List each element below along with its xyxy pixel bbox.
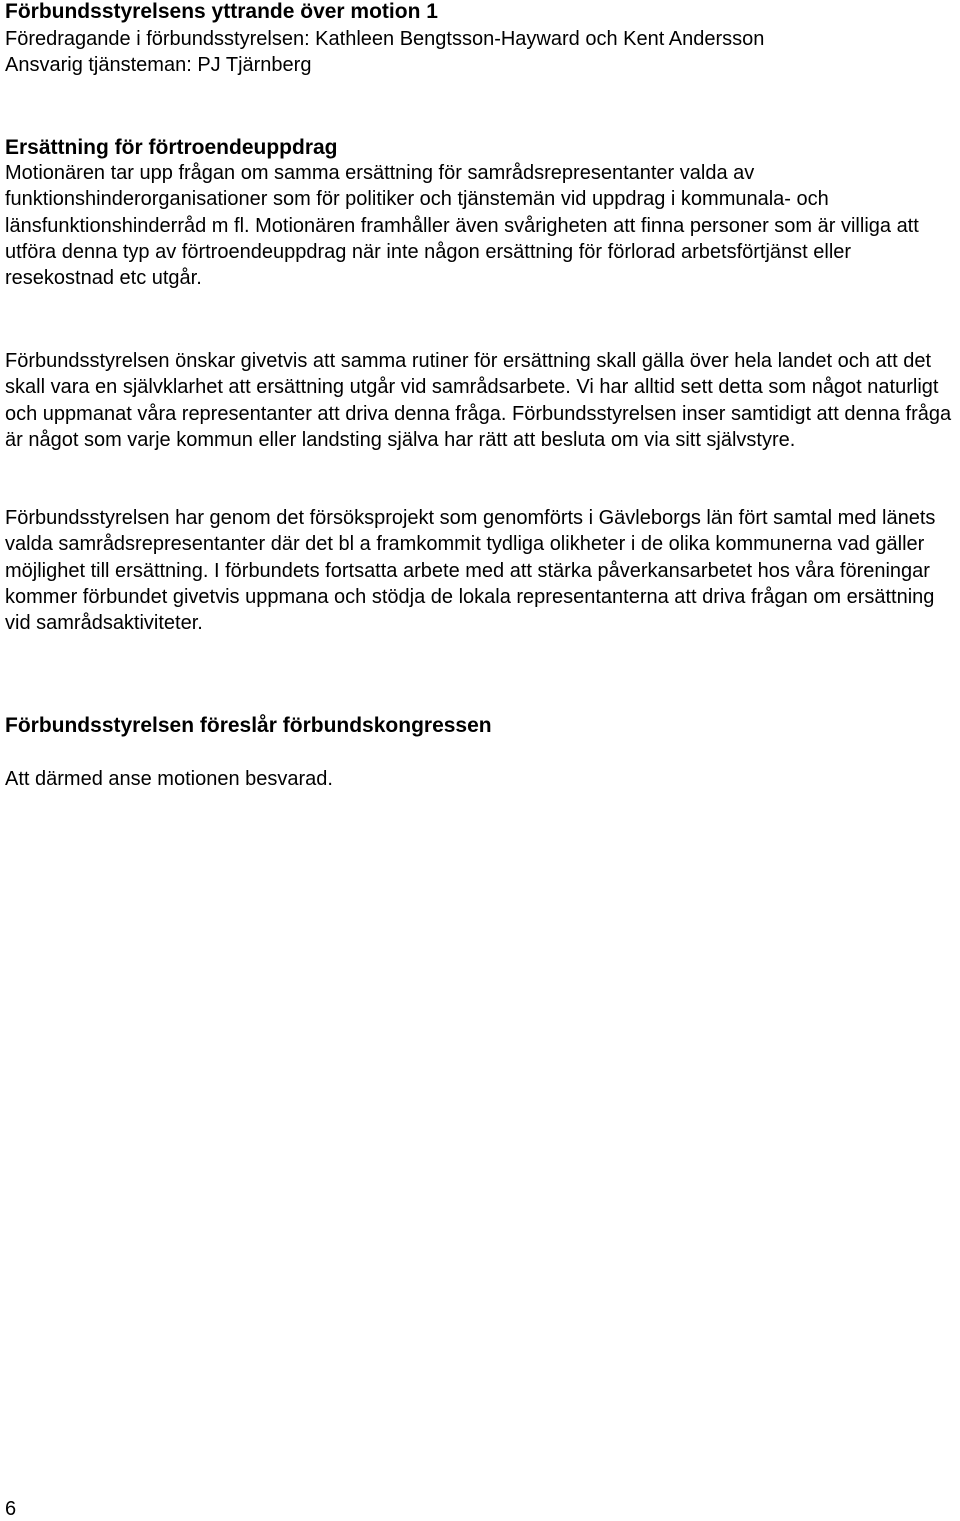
paragraph-pilot-project: Förbundsstyrelsen har genom det försöksprojekt som genomförts i Gävleborgs län fört samtal med länets valda samrådsrepresentanter där det bl a framkommit tydliga olikheter i de olika kommunerna vad gäller möjlighet till ersättning. I förbundets fortsatta arbete med att stärka påverkansarbetet hos våra föreningar kommer förbundet givetvis uppmana och stödja de lokala representanterna att driva frågan om ersättning vid samrådsaktiviteter. bbox=[5, 507, 936, 635]
paragraph-motion-summary: Motionären tar upp frågan om samma ersättning för samrådsrepresentanter valda av funktionshinderorganisationer som för politiker och tjänstemän vid uppdrag i kommunala- och länsfunktionshinderråd m fl. Motionären framhåller även svårigheten att finna personer som är villiga att utföra denna typ av förtroendeuppdrag när inte någon ersättning för förlorad arbetsförtjänst eller resekostnad etc utgår. bbox=[5, 162, 919, 290]
responsible-official-line: Ansvarig tjänsteman: PJ Tjärnberg bbox=[5, 54, 312, 76]
section-heading-compensation: Ersättning för förtroendeuppdrag bbox=[5, 136, 338, 159]
paragraph-board-position: Förbundsstyrelsen önskar givetvis att samma rutiner för ersättning skall gälla över hela landet och att det skall vara en självklarhet att ersättning utgår vid samrådsarbete. Vi har alltid sett detta som något naturligt och uppmanat våra representanter att driva denna fråga. Förbundsstyrelsen inser samtidigt att denna fråga är något som varje kommun eller landsting själva har rätt att besluta om via sitt självstyre. bbox=[5, 350, 952, 451]
page-number: 6 bbox=[5, 1498, 17, 1520]
section-heading-proposal: Förbundsstyrelsen föreslår förbundskongressen bbox=[5, 714, 492, 737]
document-title: Förbundsstyrelsens yttrande över motion 1 bbox=[5, 0, 438, 23]
rapporteurs-line: Föredragande i förbundsstyrelsen: Kathleen Bengtsson-Hayward och Kent Andersson bbox=[5, 28, 765, 50]
proposal-text: Att därmed anse motionen besvarad. bbox=[5, 768, 333, 790]
